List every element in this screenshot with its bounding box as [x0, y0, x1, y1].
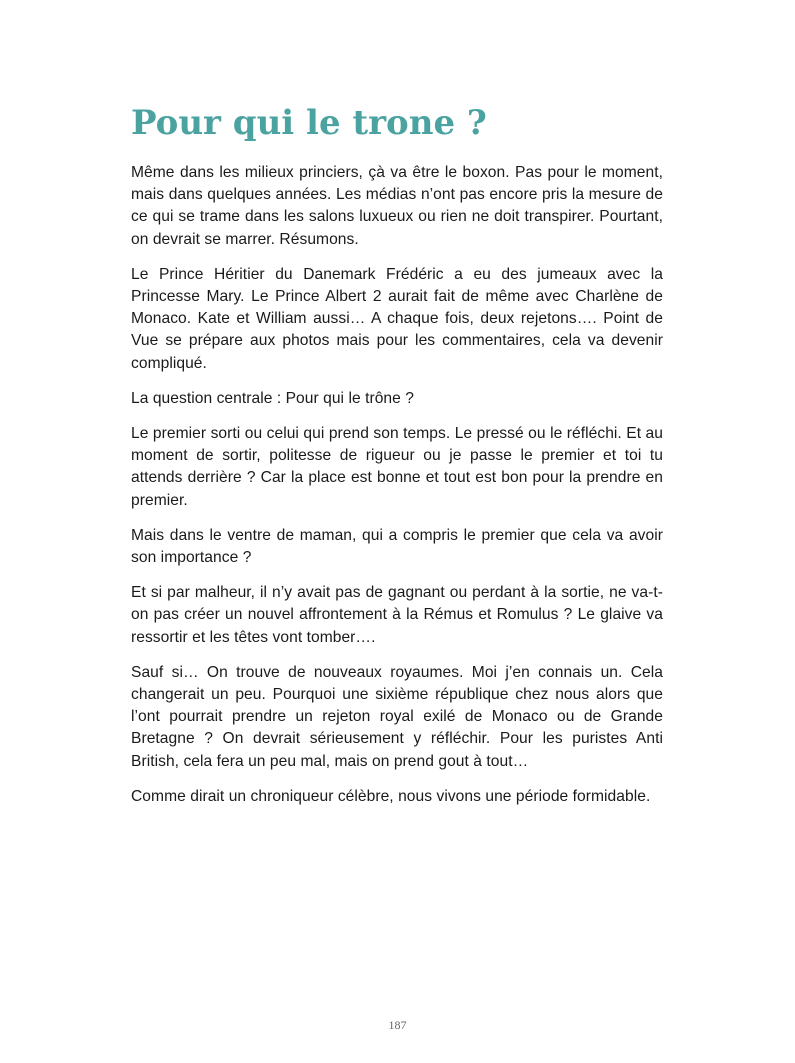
- article-body: [131, 162, 663, 821]
- paragraph: Sauf si… On trouve de nouveaux royaumes. Moi j’en connais un. Cela changerait un peu. Pourquoi une sixième république chez nous alors que l’ont pourrait prendre un rejeton royal exilé de Monaco ou de Grande Bretagne ? On devrait sérieusement y réfléchir. Pour les puristes Anti British, cela fera un peu mal, mais on prend gout à tout…: [131, 663, 663, 770]
- page-number: 187: [388, 1018, 407, 1032]
- paragraph: Même dans les milieux princiers, çà va être le boxon. Pas pour le moment, mais dans quelques années. Les médias n’ont pas encore pris la mesure de ce qui se trame dans les salons luxueux ou rien ne doit transpirer. Pourtant, on devrait se marrer. Résumons.: [131, 164, 663, 248]
- paragraph: Et si par malheur, il n’y avait pas de gagnant ou perdant à la sortie, ne va-t-on pas créer un nouvel affrontement à la Rémus et Romulus ? Le glaive va ressortir et les têtes vont tomber….: [131, 584, 663, 646]
- page-title: Pour qui le trone ?: [131, 103, 487, 143]
- paragraph: La question centrale : Pour qui le trône ?: [131, 389, 414, 407]
- paragraph: Comme dirait un chroniqueur célèbre, nous vivons une période formidable.: [131, 787, 651, 805]
- paragraph: Mais dans le ventre de maman, qui a compris le premier que cela va avoir son importance ?: [131, 526, 663, 567]
- paragraph: Le premier sorti ou celui qui prend son temps. Le pressé ou le réfléchi. Et au moment de sortir, politesse de rigueur ou je passe le premier et toi tu attends derrière ? Car la place est bonne et tout est bon pour la prendre en premier.: [131, 425, 663, 509]
- paragraph: Le Prince Héritier du Danemark Frédéric a eu des jumeaux avec la Princesse Mary. Le Prince Albert 2 aurait fait de même avec Charlène de Monaco. Kate et William aussi… A chaque fois, deux rejetons…. Point de Vue se prépare aux photos mais pour les commentaires, cela va devenir compliqué.: [131, 265, 663, 372]
